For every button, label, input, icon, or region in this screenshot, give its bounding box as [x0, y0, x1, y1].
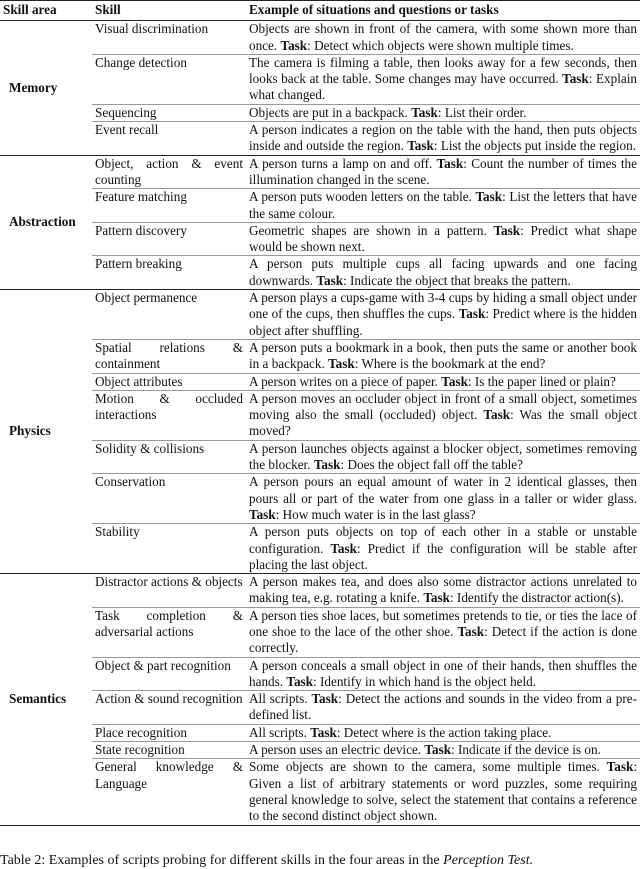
task-text: : Identify the distractor action(s).: [449, 590, 624, 606]
example-text: A person plays a cups-game with 3-4 cups by hiding a small object under one of the cups, then shuffles the cups.: [249, 290, 637, 322]
header-skill-area: Skill area: [3, 2, 57, 17]
table-row: [0, 574, 640, 608]
skill-cell: Pattern discovery: [92, 222, 246, 256]
task-label: Task: [562, 71, 589, 87]
task-text: : How much water is in the last glass?: [275, 506, 476, 522]
task-label: Task: [441, 373, 468, 389]
example-text: A person puts multiple cups all facing upwards and one facing downwards.: [249, 256, 637, 288]
task-label: Task: [424, 742, 452, 758]
skill-cell: Event recall: [92, 122, 246, 156]
example-cell: [246, 574, 640, 608]
table-row: [0, 21, 640, 55]
table-row: [0, 742, 640, 759]
skill-cell: Sequencing: [92, 104, 246, 121]
task-label: Task: [286, 673, 314, 689]
skill-cell: Conservation: [92, 474, 246, 524]
example-cell: [246, 339, 640, 373]
caption-italic-title: Perception Test.: [443, 853, 534, 868]
example-text: A person ties shoe laces, but sometimes pretends to tie, or ties the lace of one shoe to the lace of the other shoe.: [249, 607, 637, 639]
example-text: Geometric shapes are shown in a pattern.: [249, 222, 494, 238]
task-text: : Detect which objects were shown multiple times.: [307, 37, 574, 53]
example-cell: [246, 373, 640, 390]
table-row: [0, 189, 640, 223]
task-text: : Count the number of times the illumination changed in the scene.: [249, 155, 637, 187]
table-row: [0, 122, 640, 156]
example-text: A person conceals a small object in one of their hands, then shuffles the hands.: [249, 657, 637, 689]
table-row: [0, 256, 640, 290]
task-text: : Predict if the configuration will be stable after placing the last object.: [249, 540, 638, 572]
task-label: Task: [249, 506, 276, 522]
skill-area-cell: Physics: [0, 290, 92, 574]
task-label: Task: [313, 457, 341, 473]
task-label: Task: [483, 407, 511, 423]
example-cell: [246, 759, 640, 825]
example-cell: [246, 524, 640, 574]
example-cell: [246, 256, 640, 290]
task-label: Task: [316, 272, 344, 288]
header-skill: Skill: [95, 2, 121, 17]
example-text: All scripts.: [249, 724, 311, 740]
example-cell: [246, 155, 640, 189]
skill-cell: Solidity & collisions: [92, 440, 246, 474]
caption-text: Table 2: Examples of scripts probing for different skills in the four areas in the: [0, 853, 444, 868]
skill-cell: Pattern breaking: [92, 256, 246, 290]
task-label: Task: [411, 104, 438, 120]
skill-cell: Place recognition: [92, 724, 246, 741]
skill-cell: Motion & occluded interactions: [92, 390, 246, 440]
example-cell: [246, 290, 640, 340]
example-cell: [246, 222, 640, 256]
task-text: : Is the paper lined or plain?: [467, 373, 616, 389]
example-text: A person launches objects against a blocker object, sometimes removing the blocker.: [249, 440, 637, 473]
task-text: : Does the object fall off the table?: [340, 457, 523, 473]
table-body: [0, 21, 640, 825]
table-row: [0, 440, 640, 474]
task-label: Task: [328, 356, 355, 372]
skill-area-cell: Memory: [0, 21, 92, 155]
skill-cell: Object attributes: [92, 373, 246, 390]
skill-cell: Object permanence: [92, 290, 246, 340]
example-cell: [246, 742, 640, 759]
example-text: A person puts wooden letters on the table.: [249, 189, 476, 205]
task-label: Task: [436, 155, 464, 171]
task-label: Task: [310, 724, 337, 740]
task-label: Task: [458, 306, 486, 322]
task-text: : Detect where is the action taking place.: [336, 724, 552, 740]
example-cell: [246, 724, 640, 741]
task-text: : Was the small object moved?: [249, 407, 637, 439]
task-label: Task: [423, 590, 450, 606]
skill-cell: Distractor actions & objects: [92, 574, 246, 608]
skill-cell: General knowledge & Language: [92, 759, 246, 825]
table-row: [0, 222, 640, 256]
table-row: [0, 290, 640, 340]
example-text: A person indicates a region on the table with the hand, then puts objects inside and outside the region.: [249, 122, 637, 154]
example-cell: [246, 691, 640, 725]
skill-cell: Action & sound recognition: [92, 691, 246, 725]
table-row: [0, 390, 640, 440]
example-cell: [246, 21, 640, 55]
example-text: A person turns a lamp on and off.: [249, 155, 437, 171]
skill-cell: Change detection: [92, 54, 246, 104]
example-cell: [246, 104, 640, 121]
table-row: [0, 155, 640, 189]
example-text: All scripts.: [249, 691, 312, 707]
task-text: : Where is the bookmark at the end?: [354, 356, 546, 372]
task-label: Task: [330, 540, 357, 556]
table-row: [0, 524, 640, 574]
example-cell: [246, 122, 640, 156]
table-header-row: [0, 1, 640, 21]
table-row: [0, 104, 640, 121]
example-cell: [246, 474, 640, 524]
example-text: A person puts objects on top of each other in a stable or unstable configuration.: [249, 524, 637, 556]
task-text: : Identify in which hand is the object held.: [313, 673, 537, 689]
task-label: Task: [606, 759, 634, 775]
example-text: A person makes tea, and does also some distractor actions unrelated to making tea, e.g. rotating a knife.: [249, 574, 637, 606]
task-text: : Predict where is the hidden object after shuffling.: [249, 306, 637, 338]
skill-area-cell: Abstraction: [0, 155, 92, 289]
skill-cell: Task completion & adversarial actions: [92, 607, 246, 657]
table-row: [0, 607, 640, 657]
task-label: Task: [280, 37, 308, 53]
example-cell: [246, 390, 640, 440]
task-text: : Detect if the action is done correctly.: [249, 623, 637, 656]
task-text: : List their order.: [437, 104, 527, 120]
example-cell: [246, 607, 640, 657]
task-text: : Indicate if the device is on.: [451, 742, 601, 758]
header-example: Example of situations and questions or tasks: [249, 2, 499, 17]
table-row: [0, 373, 640, 390]
table-row: [0, 339, 640, 373]
task-label: Task: [493, 222, 521, 238]
skill-cell: Object, action & event counting: [92, 155, 246, 189]
task-text: : Given a list of arbitrary statements or word puzzles, some requiring general knowledge to solve, select the statement that contains a reference to the second distinct object shown.: [249, 759, 637, 824]
skill-area-cell: Semantics: [0, 574, 92, 825]
table-row: [0, 657, 640, 691]
task-text: : Explain what changed.: [249, 71, 638, 103]
example-text: Some objects are shown to the camera, some multiple times.: [249, 759, 607, 775]
task-label: Task: [475, 189, 503, 205]
example-text: A person pours an equal amount of water in 2 identical glasses, then pours all or part of the water from one glass in a taller or wider glass.: [249, 474, 637, 506]
table-row: [0, 54, 640, 104]
example-text: A person writes on a piece of paper.: [249, 373, 442, 389]
task-text: : List the objects put inside the region.: [433, 138, 637, 154]
example-cell: [246, 440, 640, 474]
example-cell: [246, 189, 640, 223]
skill-cell: Stability: [92, 524, 246, 574]
example-text: A person moves an occluder object in front of a small object, sometimes moving also the small (occluded) object.: [249, 390, 637, 423]
example-text: Objects are put in a backpack.: [249, 104, 412, 120]
task-label: Task: [407, 138, 434, 154]
task-text: : List the letters that have the same colour.: [249, 189, 637, 221]
skill-cell: State recognition: [92, 742, 246, 759]
task-text: : Detect the actions and sounds in the video from a pre-defined list.: [249, 691, 637, 723]
example-text: A person puts a bookmark in a book, then puts the same or another book in a backpack.: [249, 339, 637, 372]
skill-cell: Feature matching: [92, 189, 246, 223]
task-text: : Predict what shape would be shown next.: [249, 222, 637, 255]
example-cell: [246, 54, 640, 104]
table-row: [0, 759, 640, 825]
table-row: [0, 474, 640, 524]
example-cell: [246, 657, 640, 691]
task-text: : Indicate the object that breaks the pattern.: [343, 272, 571, 288]
example-text: A person uses an electric device.: [249, 742, 425, 758]
task-label: Task: [457, 623, 485, 639]
table-row: [0, 724, 640, 741]
table-row: [0, 691, 640, 725]
skill-cell: Object & part recognition: [92, 657, 246, 691]
skill-cell: Spatial relations & containment: [92, 339, 246, 373]
task-label: Task: [311, 691, 339, 707]
example-text: The camera is filming a table, then looks away for a few seconds, then looks back at the table. Some changes may have occurred.: [249, 54, 637, 87]
example-text: Objects are shown in front of the camera, with some shown more than once.: [249, 21, 637, 53]
skill-cell: Visual discrimination: [92, 21, 246, 55]
